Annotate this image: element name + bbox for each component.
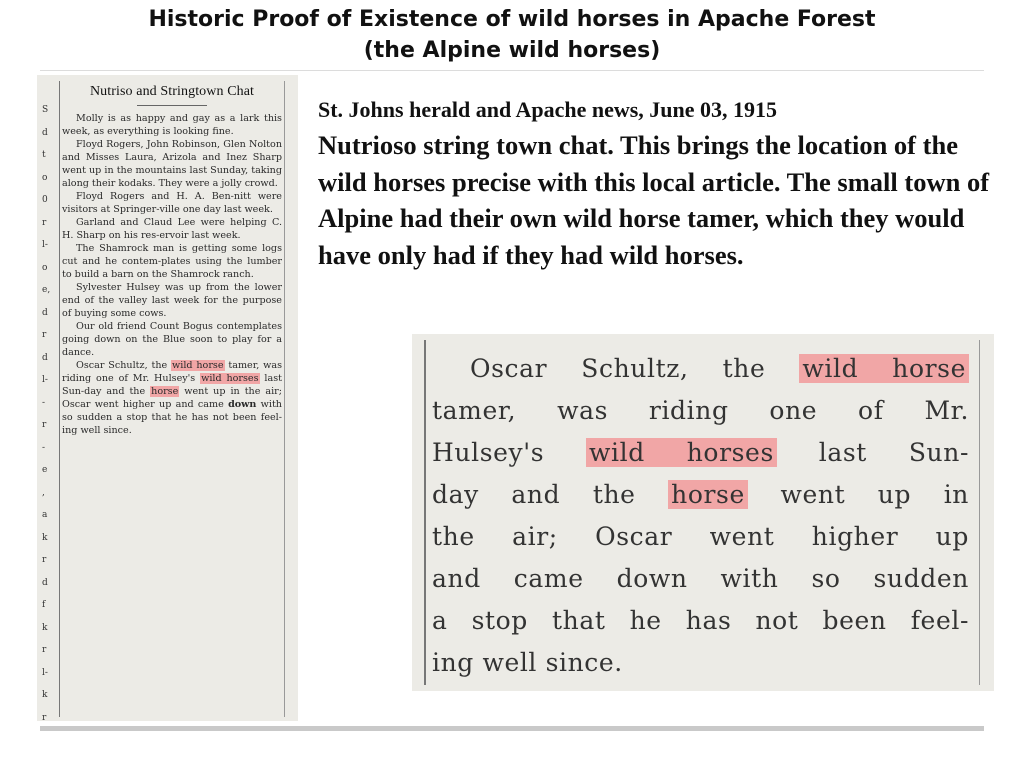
slide-title [0, 4, 1024, 66]
adjacent-column-fragment [37, 75, 59, 721]
highlight-wild-horse: wild horse [172, 360, 224, 371]
column-heading: Nutriso and Stringtown Chat [89, 84, 255, 99]
gutter-letter: S [42, 105, 49, 115]
column-rule-left [59, 81, 60, 717]
slide-title-line1: Historic Proof of Existence of wild horses in Apache Forest [148, 7, 876, 32]
gutter-letter: k [42, 532, 48, 543]
gutter-letter: e, [42, 285, 51, 295]
heading-rule [137, 105, 207, 106]
newspaper-column-clipping [37, 75, 298, 721]
gutter-letter: l- [42, 375, 48, 385]
column-paragraph: Molly is as happy and gay as a lark this week, as everything is looking fine. [62, 113, 282, 137]
gutter-letter: 0 [42, 195, 48, 205]
column-paragraph: Sylvester Hulsey was up from the lower end of the valley last week for the purpose of buying some cows. [62, 282, 282, 319]
slide-title-line2: (the Alpine wild horses) [363, 38, 661, 63]
zoom-line-5: the air; Oscar went higher up [432, 522, 969, 551]
gutter-letter: a [42, 510, 48, 520]
gutter-letter: o [42, 172, 48, 183]
column-paragraphs [62, 112, 282, 359]
gutter-letter: l- [42, 667, 48, 678]
gutter-letter: e [42, 465, 48, 475]
gutter-letter: r [42, 330, 47, 340]
gutter-letter: d [42, 577, 48, 588]
gutter-letter: d [42, 352, 48, 363]
column-rule-right [284, 81, 285, 717]
caption-body: Nutrioso string town chat. This brings the location of the wild horses precise with this local article. The small town of Alpine had their own wild horse tamer, which they would have only had if they had wild horses. [318, 130, 990, 270]
column-paragraph: Garland and Claud Lee were helping C. H. Sharp on his res-ervoir last week. [62, 217, 282, 241]
gutter-letter: f [42, 600, 46, 610]
gutter-letter: - [42, 397, 46, 408]
zoom-highlight-wild-horses: wild horses [586, 438, 777, 467]
gutter-letter: t [42, 150, 46, 160]
gutter-letter: r [42, 555, 47, 565]
gutter-letter: - [42, 442, 46, 453]
zoom-highlight-wild-horse: wild horse [799, 354, 969, 383]
caption-source-line: St. Johns herald and Apache news, June 03, 1915 [318, 97, 778, 122]
gutter-letter: k [42, 622, 48, 633]
gutter-letter: r [42, 217, 47, 228]
column-paragraph-wild-horse: Oscar Schultz, the wild horse tamer, was riding one of Mr. Hulsey's wild horses last Sun-day and the horse went up in the air; Oscar went higher up and came down with so sudden a stop that he has not been feel-ing well since. [62, 360, 282, 436]
gutter-letter: l- [42, 240, 48, 250]
gutter-letter: d [42, 307, 48, 318]
zoom-line-2: tamer, was riding one of Mr. [432, 396, 969, 425]
caption-text [318, 96, 1008, 273]
zoom-line-6: and came down with so sudden [432, 564, 969, 593]
zoomed-article-text [432, 348, 969, 684]
gutter-letter: r [42, 712, 47, 721]
zoom-line-7: a stop that he has not been feel- [432, 606, 969, 635]
title-divider [40, 70, 984, 71]
column-paragraph: Our old friend Count Bogus contemplates going down on the Blue soon to play for a dance. [62, 321, 282, 358]
gutter-letter: r [42, 420, 47, 430]
gutter-letter: r [42, 645, 47, 655]
gutter-letter: k [42, 690, 48, 700]
column-paragraph: Floyd Rogers and H. A. Ben-nitt were visitors at Springer-ville one day last week. [62, 191, 282, 215]
highlight-horse: horse [151, 386, 179, 397]
gutter-letter: d [42, 127, 48, 138]
zoom-highlight-horse: horse [668, 480, 748, 509]
column-text [62, 83, 282, 437]
bottom-divider [40, 726, 984, 731]
zoomed-article-clipping [412, 334, 994, 691]
highlight-wild-horses: wild horses [201, 373, 259, 384]
zoom-column-rule-left [424, 340, 426, 685]
gutter-letter: , [42, 487, 45, 498]
gutter-letter: o [42, 262, 48, 273]
column-paragraph: Floyd Rogers, John Robinson, Glen Nolton and Misses Laura, Arizola and Inez Sharp went up in the mountains last Sunday, taking along their kodaks. They were a jolly crowd. [62, 139, 282, 189]
zoom-line-4: day and the horse went up in [432, 480, 969, 509]
zoom-line-8: ing well since. [432, 648, 623, 677]
zoom-column-rule-right [979, 340, 980, 685]
zoom-line-1: Oscar Schultz, the wild horse [432, 348, 969, 390]
column-paragraph: The Shamrock man is getting some logs cut and he contem-plates using the lumber to build a barn on the Shamrock ranch. [62, 243, 282, 280]
zoom-line-3: Hulsey's wild horses last Sun- [432, 438, 970, 467]
